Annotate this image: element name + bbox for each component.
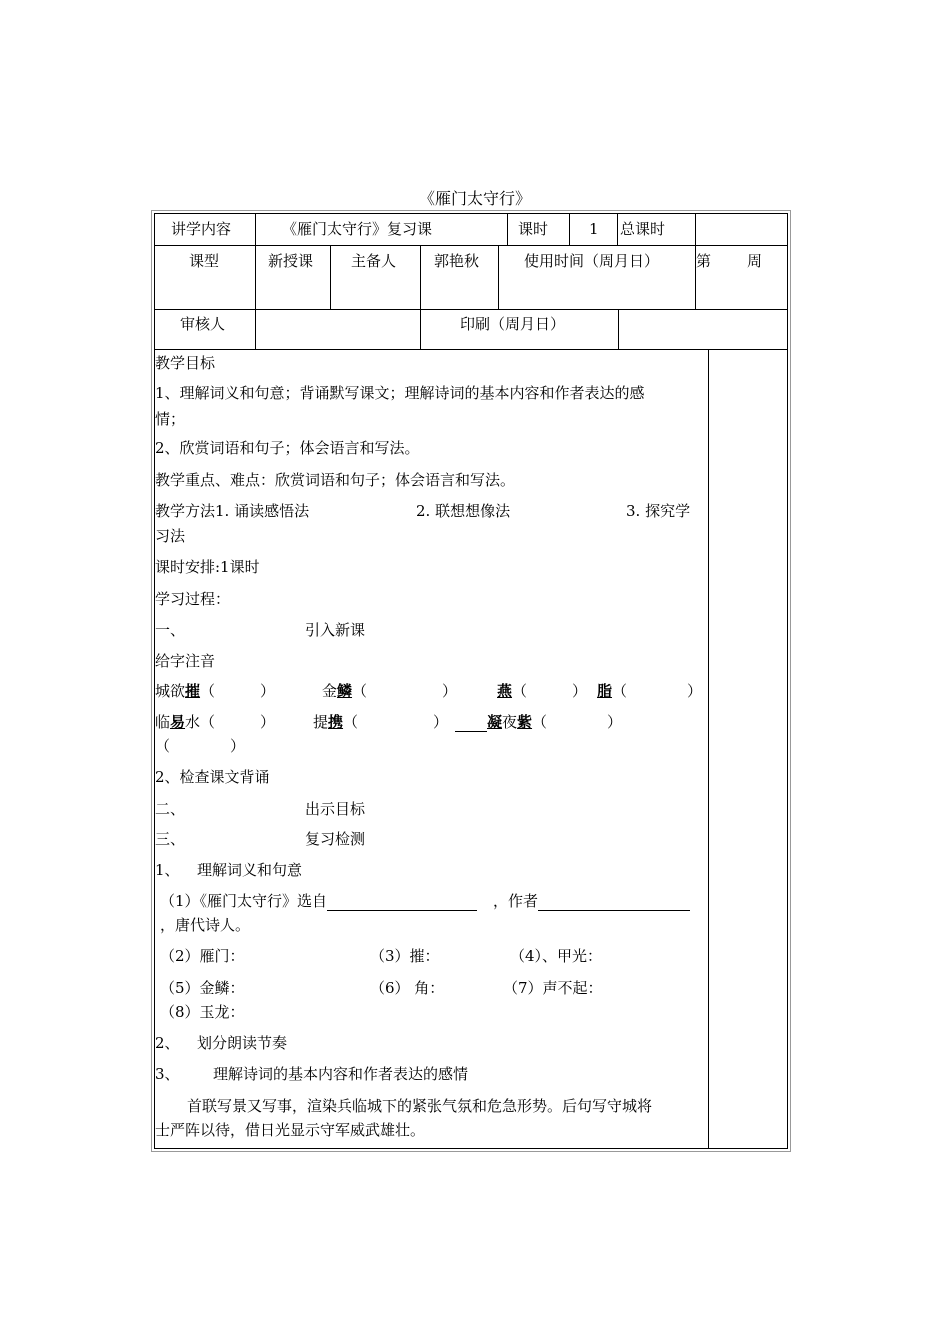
word-item: 提携（ ）	[313, 713, 449, 731]
row-divider-2	[154, 309, 788, 310]
col-divider	[618, 309, 619, 349]
week-end: 周	[747, 252, 763, 270]
word-item: 凝夜紫（ ）	[455, 712, 622, 732]
section-1-title: 引入新课	[305, 621, 366, 639]
row-divider-1	[154, 245, 788, 246]
col-divider	[255, 213, 256, 245]
body-right-divider	[708, 349, 709, 1149]
section-2-number: 二、	[155, 800, 186, 818]
section-1-number: 一、	[155, 621, 186, 639]
goal-1-cont: 情；	[155, 410, 186, 428]
word-item: 脂（ ）	[597, 682, 703, 700]
col-divider	[507, 213, 508, 245]
col-divider	[617, 213, 618, 245]
word-item: 城欲摧（ ）	[155, 682, 276, 700]
word-item: 燕（ ）	[497, 682, 588, 700]
analysis-paragraph-cont: 士严阵以待，借日光显示守军威武雄壮。	[155, 1121, 426, 1139]
section-3-number: 三、	[155, 830, 186, 848]
word-item: （ ）	[155, 737, 246, 755]
value-content: 《雁门太守行》复习课	[282, 220, 433, 238]
document-title: 《雁门太守行》	[418, 189, 531, 208]
label-type: 课型	[189, 252, 220, 270]
method-3-cont: 习法	[155, 527, 186, 545]
goal-1: 1、理解词义和句意；背诵默写课文；理解诗词的基本内容和作者表达的感	[155, 384, 645, 402]
col-divider	[255, 309, 256, 349]
vocab-5: （5）金鳞：	[160, 979, 245, 997]
vocab-6: （6） 角：	[370, 979, 445, 997]
week-start: 第	[696, 252, 712, 270]
col-divider	[255, 245, 256, 309]
method-3: 3. 探究学	[626, 502, 691, 520]
label-print-date: 印刷（周月日）	[460, 315, 566, 333]
label-total-hours: 总课时	[620, 220, 666, 238]
vocab-8: （8）玉龙：	[160, 1003, 245, 1021]
method-1: 教学方法1. 诵读感悟法	[155, 502, 310, 520]
method-2: 2. 联想想像法	[416, 502, 511, 520]
item-2-title: 划分朗读节奏	[197, 1034, 288, 1052]
col-divider	[569, 213, 570, 245]
label-use-time: 使用时间（周月日）	[524, 252, 660, 270]
vocab-7: （7）声不起：	[503, 979, 603, 997]
label-reviewer: 审核人	[180, 315, 226, 333]
value-hours: 1	[589, 220, 599, 238]
label-content: 讲学内容	[171, 220, 232, 238]
item-2-number: 2、	[155, 1034, 180, 1052]
col-divider	[330, 245, 331, 309]
analysis-paragraph: 首联写景又写事，渲染兵临城下的紧张气氛和危急形势。后句写守城将	[187, 1097, 653, 1115]
item-1-title: 理解词义和句意	[197, 861, 303, 879]
word-item: 金鳞（ ）	[322, 682, 458, 700]
vocab-2: （2）雁门：	[160, 947, 245, 965]
item-1-number: 1、	[155, 861, 180, 879]
item-3-number: 3、	[155, 1065, 180, 1083]
label-hours: 课时	[518, 220, 549, 238]
col-divider	[420, 245, 421, 309]
schedule: 课时安排:1课时	[155, 558, 260, 576]
process-heading: 学习过程：	[155, 590, 231, 608]
word-item: 临易水（ ）	[155, 713, 276, 731]
fill-question-1: （1）《雁门太守行》选自 ，作者	[160, 891, 690, 911]
pinyin-heading: 给字注音	[155, 652, 216, 670]
row-divider-3	[154, 349, 788, 350]
vocab-3: （3）摧：	[370, 947, 440, 965]
section-2-title: 出示目标	[305, 800, 366, 818]
vocab-4: （4）、甲光：	[510, 947, 603, 965]
section-3-title: 复习检测	[305, 830, 366, 848]
fill-question-1-cont: ，唐代诗人。	[160, 916, 251, 934]
value-type: 新授课	[268, 252, 314, 270]
item-3-title: 理解诗词的基本内容和作者表达的感情	[213, 1065, 469, 1083]
col-divider	[498, 245, 499, 309]
recite-check: 2、检查课文背诵	[155, 768, 270, 786]
key-points: 教学重点、难点：欣赏词语和句子；体会语言和写法。	[155, 471, 516, 489]
col-divider	[695, 213, 696, 245]
goals-heading: 教学目标	[155, 354, 216, 372]
value-lead: 郭艳秋	[434, 252, 480, 270]
goal-2: 2、欣赏词语和句子；体会语言和写法。	[155, 439, 420, 457]
col-divider	[420, 309, 421, 349]
label-lead: 主备人	[351, 252, 397, 270]
